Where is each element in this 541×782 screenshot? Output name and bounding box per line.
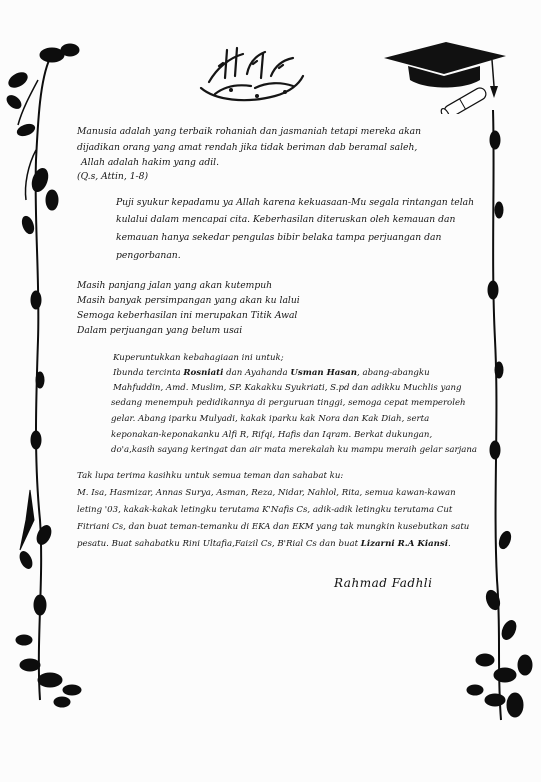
dedication-text: , abang-abangku bbox=[357, 368, 430, 378]
father-name: Usman Hasan bbox=[290, 368, 357, 378]
floral-border-left-icon bbox=[0, 0, 90, 782]
quote-line: Allah adalah hakim yang adil. bbox=[81, 157, 219, 168]
graduation-cap-icon bbox=[380, 38, 510, 114]
dedication-line: Kuperuntukkan kebahagiaan ini untuk; bbox=[113, 353, 284, 363]
gratitude-line: Puji syukur kepadamu ya Allah karena kekuasaan-Mu segala rintangan telah bbox=[116, 197, 475, 208]
mother-name: Rosniati bbox=[183, 368, 224, 378]
friends-text: Rini Ultafia,Faizil Cs, B'Rial Cs dan buat bbox=[182, 539, 361, 549]
dedication-line bbox=[113, 368, 430, 378]
quote-source: (Q.s, Attin, 1-8) bbox=[77, 171, 149, 182]
gratitude-line: pengorbanan. bbox=[116, 250, 181, 261]
poem-line: Dalam perjuangan yang belum usai bbox=[77, 325, 243, 336]
friends-line: Tak lupa terima kasihku untuk semua teman dan sahabat ku: bbox=[77, 471, 344, 481]
friends-line bbox=[77, 539, 451, 549]
gratitude-line: kemauan hanya sekedar pengulas bibir belaka tampa perjuangan dan bbox=[116, 232, 442, 243]
poem-line: Masih banyak persimpangan yang akan ku lalui bbox=[77, 295, 300, 306]
bismillah-calligraphy-icon bbox=[195, 38, 307, 110]
dedication-line: keponakan-keponakanku Alfi R, Rifqi, Hafis dan Iqram. Berkat dukungan, bbox=[111, 430, 433, 440]
friends-line: M. Isa, Hasmizar, Annas Surya, Asman, Reza, Nidar, Nahlol, Rita, semua kawan-kawan bbox=[77, 488, 456, 498]
friends-line: leting '03, kakak-kakak letingku terutama K'Nafis Cs, adik-adik letingku terutama Cut bbox=[77, 505, 453, 515]
poem-line: Masih panjang jalan yang akan kutempuh bbox=[77, 280, 273, 291]
poem-line: Semoga keberhasilan ini merupakan Titik Awal bbox=[77, 310, 298, 321]
friends-text: pesatu. Buat sahabatku bbox=[77, 539, 183, 549]
friends-text: . bbox=[448, 539, 451, 549]
friends-line: Fitriani Cs, dan buat teman-temanku di EKA dan EKM yang tak mungkin kusebutkan satu bbox=[77, 522, 470, 532]
dedication-line: do'a,kasih sayang keringat dan air mata merekalah ku mampu meraih gelar sarjana bbox=[111, 445, 478, 455]
dedication-text: Ibunda tercinta bbox=[113, 368, 184, 378]
author-signature: Rahmad Fadhli bbox=[334, 576, 433, 590]
highlighted-name: Lizarni R.A Kiansi bbox=[360, 539, 449, 549]
dedication-text: dan Ayahanda bbox=[223, 368, 291, 378]
dedication-line: Mahfuddin, Amd. Muslim, SP. Kakakku Syukriati, S.pd dan adikku Muchlis yang bbox=[113, 383, 462, 393]
quote-line: dijadikan orang yang amat rendah jika tidak beriman dab beramal saleh, bbox=[77, 142, 418, 153]
dedication-line: gelar. Abang iparku Mulyadi, kakak iparku kak Nora dan Kak Diah, serta bbox=[111, 414, 430, 424]
gratitude-line: kulalui dalam mencapai cita. Keberhasilan diteruskan oleh kemauan dan bbox=[116, 214, 456, 225]
quote-line: Manusia adalah yang terbaik rohaniah dan jasmaniah tetapi mereka akan bbox=[77, 126, 422, 137]
dedication-line: sedang menempuh pedidikannya di perguruan tinggi, semoga cepat memperoleh bbox=[111, 398, 466, 408]
